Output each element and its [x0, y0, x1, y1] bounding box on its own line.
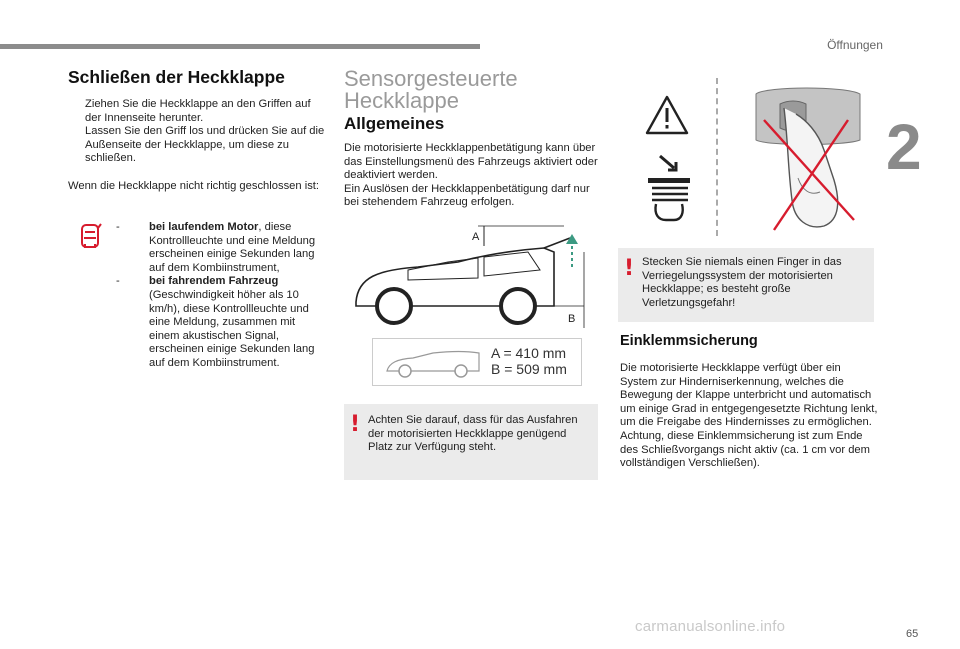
car-outline-icon: [383, 347, 483, 379]
chapter-number: 2: [886, 111, 922, 183]
page-number: 65: [906, 628, 919, 640]
list-item: Ziehen Sie die Heckklappe an den Griffen auf der Innenseite herunter.: [85, 98, 311, 124]
general-text: Die motorisierte Heckklappenbetätigung kann über das Einstellungsmenü des Fahrzeugs aktiviert oder deaktiviert werden. Ein Auslösen der Heckklappenbetätigung darf nur bei stehendem Fahrzeug erfolgen.: [344, 142, 598, 209]
warning-exclamation-icon: !: [350, 412, 361, 437]
warning-triangle-icon: [644, 94, 690, 136]
space-warning-box: [344, 404, 598, 480]
left-title: Schließen der Heckklappe: [68, 67, 285, 87]
header-rule: [0, 44, 480, 49]
list-item: - bei laufendem Motor, diese Kontrollleuchte und eine Meldung erscheinen einige Sekunden lang auf dem Kombiinstrument,: [116, 221, 316, 274]
label-b: B: [568, 313, 576, 325]
watermark: carmanualsonline.info: [635, 618, 786, 635]
open-tailgate-warning-icon: [78, 222, 102, 252]
finger-lock-forbidden-illustration: [736, 80, 876, 240]
finger-warning-box: [618, 248, 874, 322]
closing-steps: [68, 98, 326, 166]
dashed-divider: [716, 78, 718, 236]
warning-exclamation-icon: !: [624, 256, 635, 281]
warning-conditions: [116, 221, 326, 371]
label-a: A: [472, 231, 480, 243]
section-title: Sensorgesteuerte Heckklappe: [344, 66, 518, 113]
section-label: Öffnungen: [827, 38, 883, 52]
hand-pinch-icon: [644, 152, 694, 224]
anti-pinch-text: Die motorisierte Heckklappe verfügt über ein System zur Hinderniserkennung, welches die Bewegung der Klappe unterbricht und automatisch um einige Grad in entgegengesetzte Richtung lenkt, um die Freigabe des Hindernisses zu ermöglichen. Achtung, diese Einklemmsicherung ist zum Ende des Schließvorgangs nicht aktiv (ca. 1 cm vor dem vollständigen Verschließen).: [620, 362, 878, 470]
intro-text: Wenn die Heckklappe nicht richtig geschlossen ist:: [68, 180, 320, 192]
space-warning-text: Achten Sie darauf, dass für das Ausfahren der motorisierten Heckklappe genügend Platz zur Verfügung steht.: [368, 414, 578, 454]
dimensions-box: [372, 338, 582, 386]
list-item: - bei fahrendem Fahrzeug (Geschwindigkeit höher als 10 km/h), diese Kontrollleuchte und eine Meldung, zusammen mit einem akustischen Signal, erscheinen einige Sekunden lang auf dem Kombiinstrument.: [116, 275, 315, 369]
anti-pinch-title: Einklemmsicherung: [620, 333, 758, 349]
tailgate-clearance-diagram: [348, 222, 598, 332]
list-item: Lassen Sie den Griff los und drücken Sie auf die Außenseite der Heckklappe, um diese zu schließen.: [85, 125, 325, 165]
dimension-values: A = 410 mm B = 509 mm: [491, 345, 567, 377]
subsection-title: Allgemeines: [344, 114, 445, 133]
finger-warning-text: Stecken Sie niemals einen Finger in das Verriegelungssystem der motorisierten Heckklappe; es besteht große Verletzungsgefahr!: [642, 256, 842, 309]
